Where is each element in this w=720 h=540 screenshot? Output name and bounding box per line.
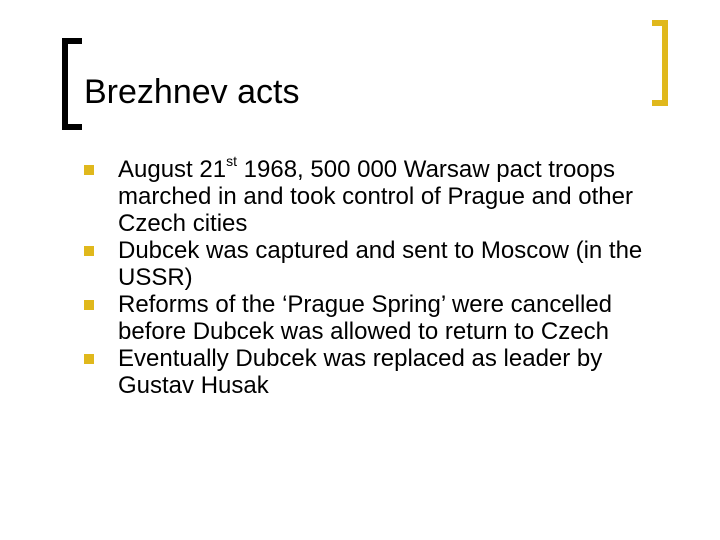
left-bracket-decoration (62, 38, 82, 130)
bullet-text: Reforms of the ‘Prague Spring’ were cancelled before Dubcek was allowed to return to Czech (118, 291, 613, 345)
right-bracket-stem (662, 20, 668, 106)
square-bullet-icon (84, 246, 94, 256)
bullet-text: Dubcek was captured and sent to Moscow (in the USSR) (118, 237, 643, 291)
bullet-text: August 21st 1968, 500 000 Warsaw pact troops marched in and took control of Prague and other Czech cities (118, 153, 633, 237)
left-bracket-bottom-arm (62, 124, 82, 130)
bullet-item (84, 291, 664, 345)
square-bullet-icon (84, 165, 94, 175)
square-bullet-icon (84, 354, 94, 364)
square-bullet-icon (84, 300, 94, 310)
left-bracket-stem (62, 38, 68, 130)
right-bracket-bottom-arm (652, 100, 668, 106)
bullet-item (84, 153, 664, 237)
bullet-item (84, 345, 664, 399)
right-bracket-decoration (652, 20, 668, 106)
slide-title: Brezhnev acts (84, 73, 300, 111)
bullet-list (84, 153, 664, 399)
bullet-text: Eventually Dubcek was replaced as leader by Gustav Husak (118, 345, 603, 399)
right-bracket-top-arm (652, 20, 668, 26)
left-bracket-top-arm (62, 38, 82, 44)
bullet-item (84, 237, 664, 291)
